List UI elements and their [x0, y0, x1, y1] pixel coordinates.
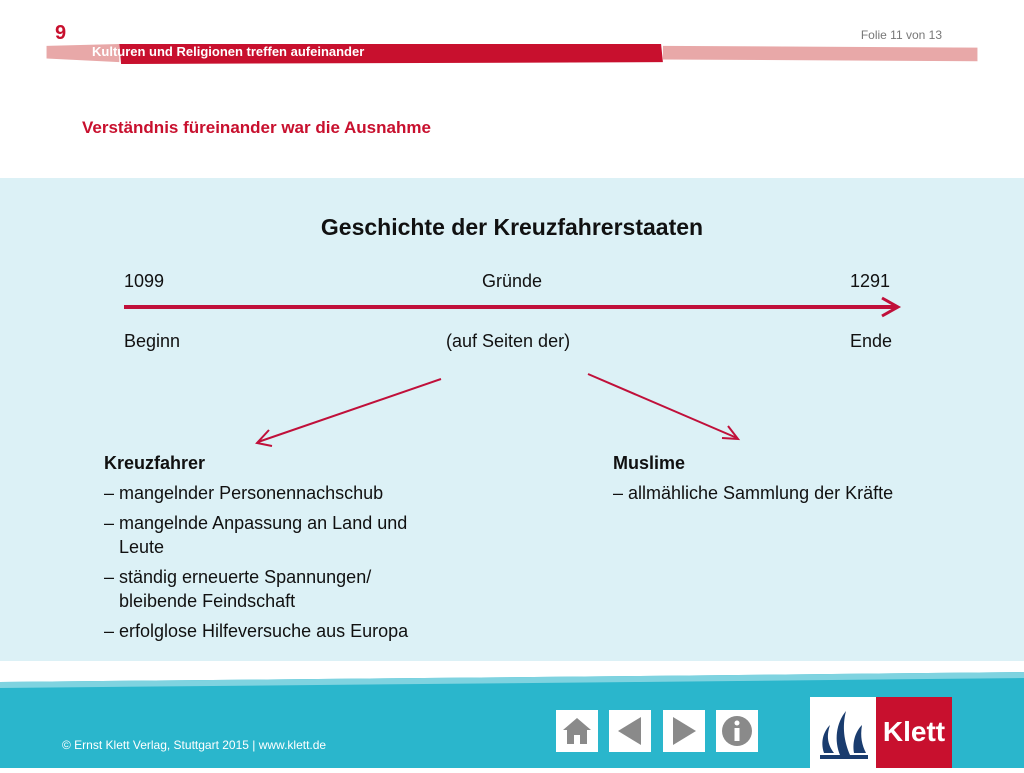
timeline-end-label: Ende [850, 331, 893, 351]
bullet-dash: – [104, 483, 115, 503]
kreuzfahrer-heading: Kreuzfahrer [104, 453, 206, 473]
next-button[interactable] [663, 710, 705, 752]
slide-counter: Folie 11 von 13 [860, 28, 942, 42]
slide-subtitle: Verständnis füreinander war die Ausnahme [82, 118, 431, 137]
previous-button[interactable] [609, 710, 651, 752]
timeline-center-top: Gründe [482, 271, 543, 291]
list-item-line2: Leute [119, 537, 165, 557]
timeline-start-label: Beginn [124, 331, 181, 351]
list-item-line1: mangelnde Anpassung an Land und [119, 513, 408, 533]
list-item [104, 565, 464, 613]
info-button[interactable] [716, 710, 758, 752]
info-icon [716, 710, 758, 752]
timeline-center-bottom: (auf Seiten der) [446, 331, 571, 351]
klett-logo[interactable] [810, 697, 952, 768]
arrow-to-kreuzfahrer [258, 379, 441, 442]
list-item-line1: ständig erneuerte Spannungen/ [119, 567, 372, 587]
next-arrow-icon [663, 710, 705, 752]
home-button[interactable] [556, 710, 598, 752]
kreuzfahrer-column [104, 451, 464, 649]
timeline-start-year: 1099 [124, 271, 165, 291]
home-icon [556, 710, 598, 752]
list-item-line1: mangelnder Personennachschub [119, 483, 384, 503]
bullet-dash: – [104, 513, 115, 533]
list-item [104, 511, 464, 559]
list-item [104, 481, 464, 505]
bullet-dash: – [104, 567, 115, 587]
klett-emblem-icon [810, 697, 876, 768]
chapter-title: Kulturen und Religionen treffen aufeinander [92, 44, 365, 59]
klett-emblem [810, 697, 876, 768]
timeline-end-year: 1291 [850, 271, 891, 291]
list-item-line1: erfolglose Hilfeversuche aus Europa [119, 621, 409, 641]
list-item [613, 481, 953, 505]
list-item-line1: allmähliche Sammlung der Kräfte [628, 483, 894, 503]
list-item-line2: bleibende Feindschaft [119, 591, 296, 611]
muslime-column [613, 451, 953, 511]
list-item [104, 619, 464, 643]
chapter-number: 9 [55, 22, 67, 44]
previous-arrow-icon [609, 710, 651, 752]
muslime-heading: Muslime [613, 453, 686, 473]
panel-title: Geschichte der Kreuzfahrerstaaten [320, 214, 704, 240]
klett-wordmark [876, 697, 952, 768]
bullet-dash: – [613, 483, 624, 503]
copyright-text: © Ernst Klett Verlag, Stuttgart 2015 | www.klett.de [62, 738, 327, 752]
klett-wordmark-text: Klett [882, 716, 946, 747]
bullet-dash: – [104, 621, 115, 641]
arrow-to-muslime [588, 374, 737, 438]
